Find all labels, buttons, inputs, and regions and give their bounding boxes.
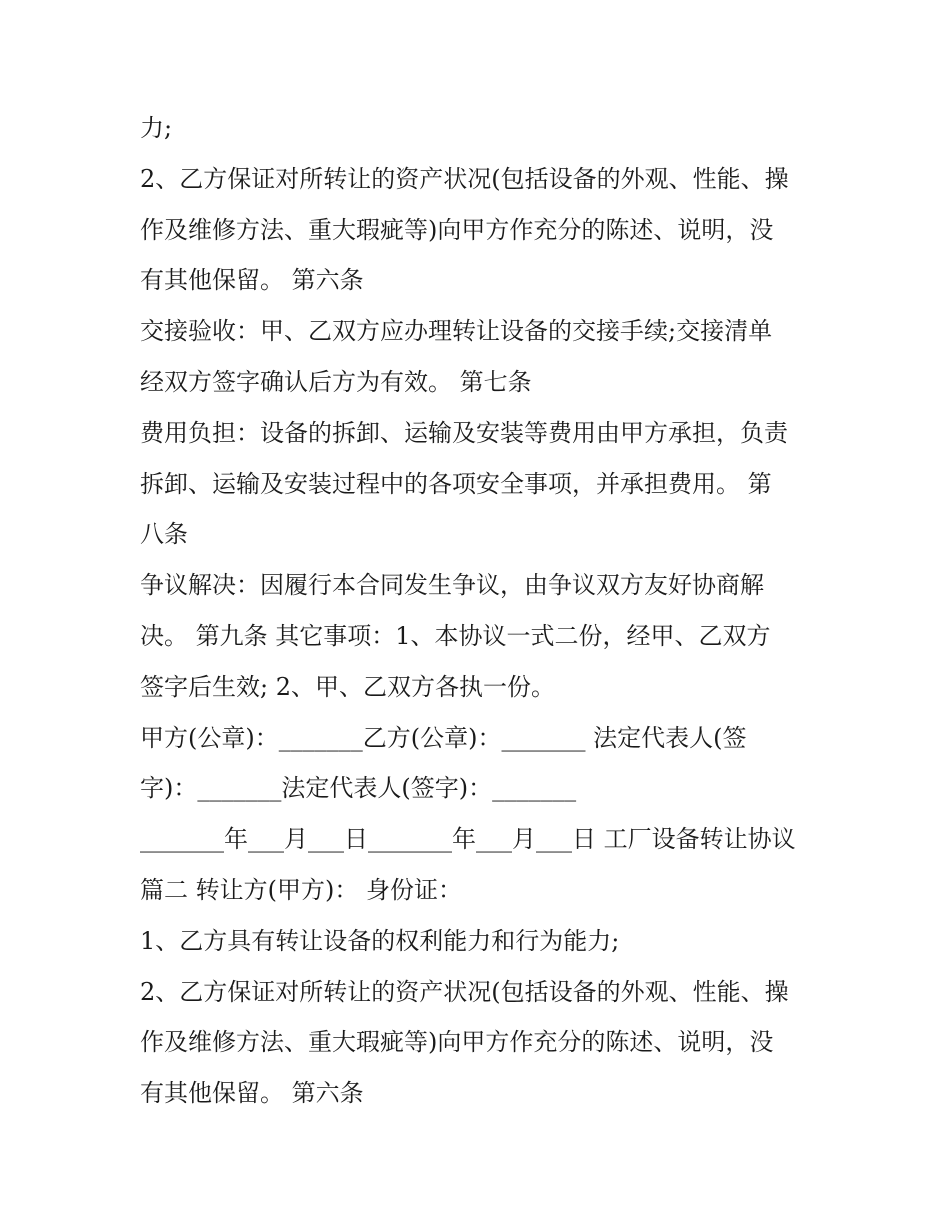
text-line: 有其他保留。 第六条: [140, 1079, 364, 1108]
text-line: 费用负担：设备的拆卸、运输及安装等费用由甲方承担，负责: [140, 418, 788, 447]
text-line: 争议解决：因履行本合同发生争议，由争议双方友好协商解: [140, 571, 764, 600]
text-line: 经双方签字确认后方为有效。 第七条: [140, 367, 532, 396]
text-line: 决。 第九条 其它事项：1、本协议一式二份，经甲、乙双方: [140, 621, 771, 650]
text-line: 2、乙方保证对所转让的资产状况(包括设备的外观、性能、操: [140, 977, 789, 1006]
text-line: 作及维修方法、重大瑕疵等)向甲方作充分的陈述、说明，没: [140, 215, 774, 244]
text-line: _______年___月___日_______年___月___日 工厂设备转让协议: [140, 825, 796, 854]
text-line: 力;: [140, 114, 173, 142]
text-line: 甲方(公章)：_______乙方(公章)：_______ 法定代表人(签: [140, 723, 747, 752]
document-body: [140, 103, 820, 1119]
text-line: 2、乙方保证对所转让的资产状况(包括设备的外观、性能、操: [140, 164, 789, 193]
text-line: 交接验收：甲、乙双方应办理转让设备的交接手续;交接清单: [140, 317, 773, 346]
text-line: 1、乙方具有转让设备的权利能力和行为能力;: [140, 926, 620, 955]
text-line: 篇二 转让方(甲方)： 身份证：: [140, 875, 462, 904]
text-line: 字)：_______法定代表人(签字)：_______: [140, 774, 577, 803]
text-line: 有其他保留。 第六条: [140, 266, 364, 295]
text-line: 拆卸、运输及安装过程中的各项安全事项，并承担费用。 第: [140, 469, 772, 498]
text-line: 作及维修方法、重大瑕疵等)向甲方作充分的陈述、说明，没: [140, 1028, 774, 1057]
text-line: 八条: [140, 520, 188, 549]
text-line: 签字后生效; 2、甲、乙双方各执一份。: [140, 672, 555, 701]
